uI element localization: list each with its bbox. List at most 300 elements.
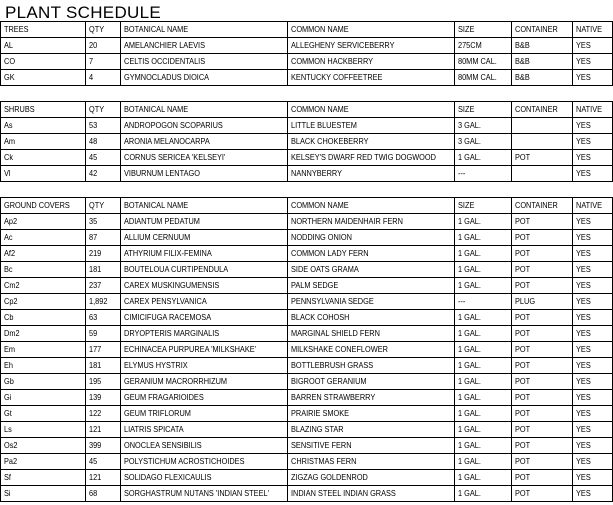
cell-botanical-name-text: ELYMUS HYSTRIX (124, 361, 188, 370)
cell-size (455, 374, 512, 390)
cell-botanical-name-text: ALLIUM CERNUUM (124, 233, 191, 242)
cell-botanical-name (121, 54, 288, 70)
cell-common-name-text: ALLEGHENY SERVICEBERRY (291, 41, 395, 50)
cell-botanical-name-text: ONOCLEA SENSIBILIS (124, 441, 202, 450)
cell-container (512, 310, 573, 326)
cell-native (573, 166, 613, 182)
cell-code-text: Am (4, 137, 16, 146)
cell-size-text: 1 GAL. (458, 265, 481, 274)
table-row (1, 358, 613, 374)
header-cell-botanical-name (121, 198, 288, 214)
cell-container-text: POT (515, 313, 531, 322)
cell-size-text: 1 GAL. (458, 249, 481, 258)
cell-common-name-text: KELSEY'S DWARF RED TWIG DOGWOOD (291, 153, 436, 162)
cell-common-name (288, 294, 455, 310)
table-row (1, 70, 613, 86)
header-cell-code (1, 102, 86, 118)
cell-qty (86, 422, 121, 438)
header-cell-common-name (288, 22, 455, 38)
cell-common-name-text: MILKSHAKE CONEFLOWER (291, 345, 388, 354)
cell-common-name-text: COMMON HACKBERRY (291, 57, 374, 66)
cell-native (573, 278, 613, 294)
cell-qty (86, 358, 121, 374)
cell-common-name-text: NORTHERN MAIDENHAIR FERN (291, 217, 403, 226)
cell-container (512, 214, 573, 230)
header-cell-container-text: CONTAINER (515, 105, 558, 114)
cell-native-text: YES (576, 57, 591, 66)
header-cell-native-text: NATIVE (576, 201, 603, 210)
cell-size-text: 1 GAL. (458, 153, 481, 162)
cell-botanical-name-text: ARONIA MELANOCARPA (124, 137, 210, 146)
section-header-row (1, 102, 613, 118)
cell-code (1, 390, 86, 406)
spacer-cell (1, 86, 613, 102)
table-row (1, 486, 613, 502)
cell-code (1, 134, 86, 150)
cell-code (1, 438, 86, 454)
cell-size-text: 3 GAL. (458, 121, 481, 130)
cell-botanical-name-text: GYMNOCLADUS DIOICA (124, 73, 210, 82)
cell-native (573, 342, 613, 358)
cell-container-text: POT (515, 281, 531, 290)
cell-qty-text: 53 (89, 121, 98, 130)
cell-native-text: YES (576, 457, 591, 466)
cell-code (1, 38, 86, 54)
cell-code-text: CO (4, 57, 16, 66)
header-cell-size-text: SIZE (458, 105, 475, 114)
header-cell-qty (86, 198, 121, 214)
cell-botanical-name-text: POLYSTICHUM ACROSTICHOIDES (124, 457, 245, 466)
cell-native (573, 230, 613, 246)
cell-size (455, 486, 512, 502)
cell-botanical-name (121, 310, 288, 326)
header-cell-botanical-name (121, 22, 288, 38)
cell-botanical-name (121, 358, 288, 374)
cell-size-text: 1 GAL. (458, 377, 481, 386)
cell-botanical-name-text: CAREX MUSKINGUMENSIS (124, 281, 220, 290)
cell-native-text: YES (576, 217, 591, 226)
cell-native-text: YES (576, 233, 591, 242)
cell-botanical-name-text: CIMICIFUGA RACEMOSA (124, 313, 212, 322)
cell-code-text: Gb (4, 377, 14, 386)
table-row (1, 118, 613, 134)
cell-size (455, 470, 512, 486)
header-cell-common-name (288, 198, 455, 214)
header-cell-code-text: TREES (4, 25, 29, 34)
cell-size (455, 294, 512, 310)
cell-botanical-name-text: SOLIDAGO FLEXICAULIS (124, 473, 212, 482)
cell-code-text: As (4, 121, 13, 130)
cell-qty (86, 70, 121, 86)
cell-size (455, 38, 512, 54)
cell-native-text: YES (576, 329, 591, 338)
cell-botanical-name (121, 118, 288, 134)
cell-botanical-name-text: BOUTELOUA CURTIPENDULA (124, 265, 229, 274)
cell-qty (86, 342, 121, 358)
cell-botanical-name (121, 342, 288, 358)
cell-common-name-text: CHRISTMAS FERN (291, 457, 357, 466)
cell-common-name-text: BIGROOT GERANIUM (291, 377, 367, 386)
cell-qty-text: 87 (89, 233, 98, 242)
cell-common-name (288, 390, 455, 406)
cell-common-name (288, 438, 455, 454)
cell-native-text: YES (576, 121, 591, 130)
cell-size-text: 3 GAL. (458, 137, 481, 146)
cell-botanical-name-text: ECHINACEA PURPUREA 'MILKSHAKE' (124, 345, 257, 354)
cell-native (573, 374, 613, 390)
table-row (1, 374, 613, 390)
section-header-row (1, 22, 613, 38)
cell-code (1, 422, 86, 438)
header-cell-common-name (288, 102, 455, 118)
cell-common-name-text: BLAZING STAR (291, 425, 344, 434)
cell-code (1, 374, 86, 390)
cell-native-text: YES (576, 137, 591, 146)
cell-botanical-name-text: CAREX PENSYLVANICA (124, 297, 207, 306)
header-cell-container-text: CONTAINER (515, 201, 558, 210)
header-cell-botanical-name-text: BOTANICAL NAME (124, 201, 189, 210)
cell-code-text: Os2 (4, 441, 18, 450)
cell-size (455, 406, 512, 422)
header-cell-native (573, 22, 613, 38)
cell-code-text: Sf (4, 473, 11, 482)
cell-code-text: Cb (4, 313, 14, 322)
cell-code-text: Pa2 (4, 457, 18, 466)
cell-common-name (288, 246, 455, 262)
cell-native-text: YES (576, 361, 591, 370)
cell-native-text: YES (576, 169, 591, 178)
cell-size (455, 230, 512, 246)
cell-code (1, 310, 86, 326)
cell-native-text: YES (576, 473, 591, 482)
cell-qty (86, 294, 121, 310)
cell-common-name (288, 278, 455, 294)
cell-native-text: YES (576, 153, 591, 162)
cell-container (512, 454, 573, 470)
cell-native (573, 390, 613, 406)
cell-common-name-text: NODDING ONION (291, 233, 352, 242)
table-row (1, 54, 613, 70)
cell-qty-text: 45 (89, 153, 98, 162)
cell-code-text: Si (4, 489, 11, 498)
cell-code-text: Cm2 (4, 281, 20, 290)
cell-botanical-name-text: AMELANCHIER LAEVIS (124, 41, 205, 50)
cell-container (512, 486, 573, 502)
cell-botanical-name (121, 454, 288, 470)
cell-common-name (288, 166, 455, 182)
cell-code (1, 358, 86, 374)
cell-code-text: Eh (4, 361, 14, 370)
cell-qty (86, 278, 121, 294)
section-spacer (1, 86, 613, 102)
cell-qty (86, 230, 121, 246)
cell-qty-text: 181 (89, 265, 102, 274)
cell-container (512, 390, 573, 406)
cell-botanical-name (121, 70, 288, 86)
cell-common-name (288, 454, 455, 470)
cell-common-name-text: SIDE OATS GRAMA (291, 265, 359, 274)
cell-code (1, 406, 86, 422)
cell-qty-text: 121 (89, 425, 102, 434)
cell-native (573, 246, 613, 262)
cell-container-text: POT (515, 377, 531, 386)
cell-container (512, 230, 573, 246)
cell-botanical-name (121, 390, 288, 406)
cell-size (455, 422, 512, 438)
cell-size (455, 246, 512, 262)
header-cell-container (512, 102, 573, 118)
table-row (1, 310, 613, 326)
cell-qty-text: 7 (89, 57, 94, 66)
table-row (1, 278, 613, 294)
cell-qty-text: 177 (89, 345, 102, 354)
table-row (1, 294, 613, 310)
cell-size (455, 390, 512, 406)
cell-size-text: 1 GAL. (458, 409, 481, 418)
cell-size-text: 1 GAL. (458, 233, 481, 242)
cell-qty-text: 48 (89, 137, 98, 146)
cell-native (573, 70, 613, 86)
cell-common-name-text: LITTLE BLUESTEM (291, 121, 357, 130)
cell-common-name (288, 230, 455, 246)
cell-botanical-name (121, 230, 288, 246)
cell-qty (86, 390, 121, 406)
cell-size-text: 80MM CAL. (458, 57, 497, 66)
header-cell-size (455, 22, 512, 38)
cell-size (455, 358, 512, 374)
cell-qty (86, 38, 121, 54)
header-cell-container (512, 22, 573, 38)
cell-container-text: B&B (515, 57, 530, 66)
cell-code-text: Ap2 (4, 217, 18, 226)
table-row (1, 134, 613, 150)
cell-container-text: POT (515, 409, 531, 418)
cell-qty-text: 122 (89, 409, 102, 418)
cell-botanical-name-text: VIBURNUM LENTAGO (124, 169, 200, 178)
header-cell-container (512, 198, 573, 214)
cell-native (573, 214, 613, 230)
cell-container (512, 358, 573, 374)
cell-size (455, 262, 512, 278)
cell-container (512, 422, 573, 438)
cell-qty (86, 134, 121, 150)
header-cell-code (1, 198, 86, 214)
cell-qty (86, 326, 121, 342)
cell-code (1, 54, 86, 70)
cell-native-text: YES (576, 425, 591, 434)
cell-qty-text: 237 (89, 281, 102, 290)
cell-container (512, 294, 573, 310)
header-cell-qty-text: QTY (89, 201, 105, 210)
cell-size (455, 70, 512, 86)
cell-container-text: POT (515, 489, 531, 498)
header-cell-botanical-name (121, 102, 288, 118)
cell-native (573, 310, 613, 326)
cell-size-text: 1 GAL. (458, 281, 481, 290)
cell-size-text: 1 GAL. (458, 441, 481, 450)
cell-qty (86, 374, 121, 390)
cell-native (573, 358, 613, 374)
cell-botanical-name-text: GERANIUM MACRORRHIZUM (124, 377, 228, 386)
cell-code (1, 262, 86, 278)
cell-botanical-name-text: DRYOPTERIS MARGINALIS (124, 329, 220, 338)
cell-container-text: POT (515, 441, 531, 450)
table-row (1, 406, 613, 422)
cell-common-name (288, 406, 455, 422)
cell-container-text: POT (515, 425, 531, 434)
cell-botanical-name (121, 214, 288, 230)
cell-container-text: POT (515, 233, 531, 242)
cell-common-name (288, 54, 455, 70)
cell-size-text: 1 GAL. (458, 361, 481, 370)
cell-code (1, 294, 86, 310)
cell-common-name (288, 70, 455, 86)
cell-container-text: POT (515, 393, 531, 402)
cell-native (573, 134, 613, 150)
cell-qty-text: 195 (89, 377, 102, 386)
cell-qty-text: 219 (89, 249, 102, 258)
cell-code-text: Ac (4, 233, 13, 242)
table-row (1, 438, 613, 454)
cell-container (512, 150, 573, 166)
cell-container (512, 70, 573, 86)
cell-size-text: 1 GAL. (458, 457, 481, 466)
cell-native-text: YES (576, 377, 591, 386)
cell-container-text: B&B (515, 73, 530, 82)
cell-common-name-text: KENTUCKY COFFEETREE (291, 73, 383, 82)
cell-native-text: YES (576, 281, 591, 290)
cell-botanical-name (121, 262, 288, 278)
cell-container-text: POT (515, 345, 531, 354)
cell-botanical-name (121, 438, 288, 454)
cell-qty-text: 4 (89, 73, 94, 82)
cell-common-name-text: NANNYBERRY (291, 169, 342, 178)
cell-botanical-name (121, 166, 288, 182)
cell-size (455, 214, 512, 230)
header-cell-qty-text: QTY (89, 105, 105, 114)
cell-container (512, 166, 573, 182)
cell-container-text: POT (515, 217, 531, 226)
cell-size-text: --- (458, 297, 466, 306)
cell-code-text: Cp2 (4, 297, 18, 306)
cell-common-name-text: BARREN STRAWBERRY (291, 393, 376, 402)
cell-qty-text: 139 (89, 393, 102, 402)
table-row (1, 470, 613, 486)
cell-common-name (288, 358, 455, 374)
cell-common-name (288, 470, 455, 486)
cell-common-name (288, 262, 455, 278)
cell-code-text: Bc (4, 265, 13, 274)
header-cell-native (573, 102, 613, 118)
cell-common-name-text: BOTTLEBRUSH GRASS (291, 361, 374, 370)
cell-qty-text: 59 (89, 329, 98, 338)
cell-code-text: Vl (4, 169, 11, 178)
cell-qty (86, 214, 121, 230)
cell-common-name (288, 38, 455, 54)
cell-native-text: YES (576, 313, 591, 322)
cell-native (573, 326, 613, 342)
cell-botanical-name-text: CORNUS SERICEA 'KELSEYI' (124, 153, 226, 162)
cell-qty-text: 35 (89, 217, 98, 226)
cell-code (1, 118, 86, 134)
cell-size-text: 1 GAL. (458, 393, 481, 402)
cell-common-name (288, 422, 455, 438)
cell-code-text: Ls (4, 425, 12, 434)
cell-qty (86, 406, 121, 422)
header-cell-common-name-text: COMMON NAME (291, 105, 349, 114)
cell-container (512, 246, 573, 262)
cell-qty-text: 399 (89, 441, 102, 450)
cell-common-name-text: ZIGZAG GOLDENROD (291, 473, 368, 482)
table-row (1, 214, 613, 230)
cell-code-text: Gt (4, 409, 12, 418)
cell-native-text: YES (576, 489, 591, 498)
cell-qty (86, 262, 121, 278)
cell-common-name (288, 118, 455, 134)
cell-qty-text: 181 (89, 361, 102, 370)
cell-native (573, 454, 613, 470)
section-spacer (1, 182, 613, 198)
table-row (1, 150, 613, 166)
cell-common-name (288, 342, 455, 358)
cell-size-text: 1 GAL. (458, 313, 481, 322)
cell-container-text: POT (515, 249, 531, 258)
cell-botanical-name-text: GEUM TRIFLORUM (124, 409, 191, 418)
cell-size (455, 54, 512, 70)
cell-common-name-text: COMMON LADY FERN (291, 249, 369, 258)
cell-native-text: YES (576, 441, 591, 450)
cell-native-text: YES (576, 393, 591, 402)
cell-botanical-name (121, 278, 288, 294)
cell-container-text: POT (515, 153, 531, 162)
cell-size (455, 166, 512, 182)
cell-size-text: --- (458, 169, 466, 178)
cell-native (573, 406, 613, 422)
cell-common-name (288, 214, 455, 230)
cell-native (573, 470, 613, 486)
header-cell-code-text: GROUND COVERS (4, 201, 70, 210)
cell-qty (86, 454, 121, 470)
cell-container (512, 134, 573, 150)
cell-code-text: AL (4, 41, 14, 50)
cell-qty-text: 1,892 (89, 297, 108, 306)
header-cell-code (1, 22, 86, 38)
cell-container-text: POT (515, 473, 531, 482)
cell-common-name (288, 310, 455, 326)
header-cell-common-name-text: COMMON NAME (291, 25, 349, 34)
cell-botanical-name (121, 38, 288, 54)
cell-native (573, 38, 613, 54)
cell-size (455, 134, 512, 150)
cell-common-name-text: PENNSYLVANIA SEDGE (291, 297, 374, 306)
cell-qty-text: 20 (89, 41, 98, 50)
cell-container-text: POT (515, 265, 531, 274)
cell-container (512, 326, 573, 342)
cell-container-text: POT (515, 329, 531, 338)
schedule-title: PLANT SCHEDULE (5, 3, 161, 22)
cell-common-name (288, 134, 455, 150)
cell-container (512, 438, 573, 454)
table-row (1, 230, 613, 246)
cell-code (1, 230, 86, 246)
cell-qty-text: 121 (89, 473, 102, 482)
cell-native (573, 262, 613, 278)
plant-schedule (0, 21, 613, 502)
cell-botanical-name-text: ADIANTUM PEDATUM (124, 217, 200, 226)
cell-size (455, 454, 512, 470)
cell-qty (86, 486, 121, 502)
cell-botanical-name (121, 422, 288, 438)
